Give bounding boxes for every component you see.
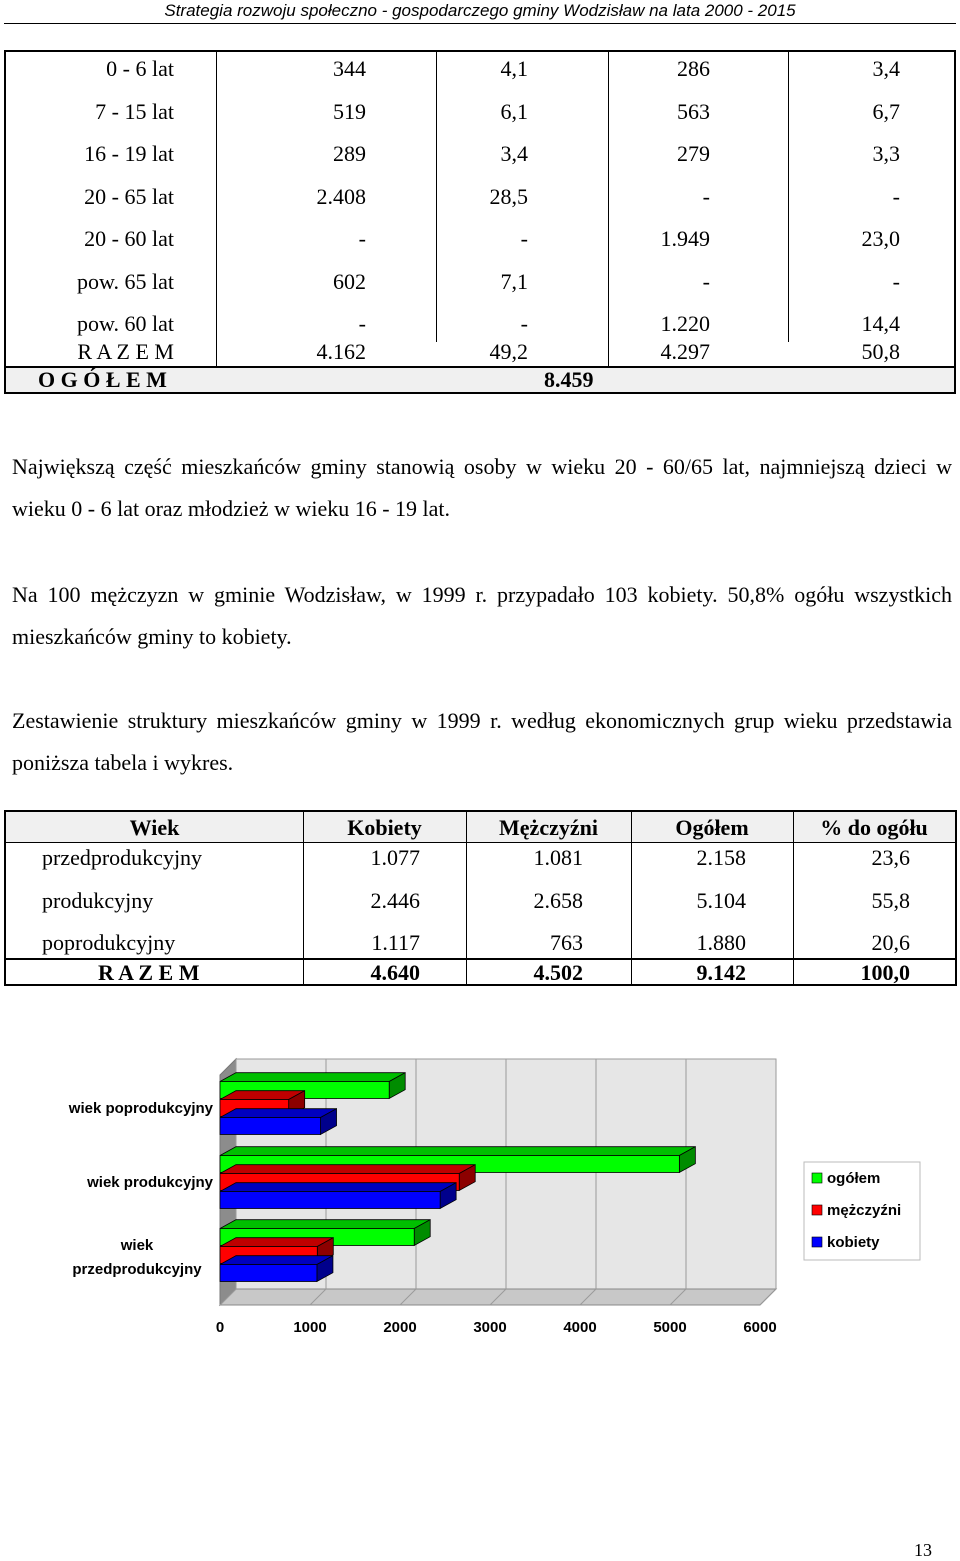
table-cell: 279: [677, 141, 710, 166]
column-divider: [788, 52, 789, 342]
paragraph-3-text: Zestawienie struktury mieszkańców gminy w 1999 r. według ekonomicznych grup wieku przedstawia poniższa tabela i wykres.: [12, 708, 952, 775]
table-cell: 1.081: [533, 845, 583, 870]
y-category-label: przedprodukcyjny: [72, 1261, 202, 1278]
total-cell: 100,0: [860, 960, 910, 985]
grand-total-value: 8.459: [544, 367, 594, 392]
column-header: % do ogółu: [820, 815, 928, 840]
table-cell: 6,1: [500, 99, 528, 124]
table-cell: 3,4: [500, 141, 528, 166]
table-cell: 5.104: [696, 888, 746, 913]
paragraph-1-text: Największą część mieszkańców gminy stanowią osoby w wieku 20 - 60/65 lat, najmniejszą dzieci w wieku 0 - 6 lat oraz młodzież w wieku 16 - 19 lat.: [12, 454, 952, 521]
table-cell: -: [358, 311, 366, 336]
economic-groups-table: [4, 810, 957, 986]
bar-top-face: [220, 1109, 337, 1118]
grand-total-label: O G Ó Ł E M: [38, 367, 167, 392]
paragraph-2: [12, 574, 952, 658]
row-label: pow. 60 lat: [77, 311, 174, 336]
table-cell: 3,4: [872, 56, 900, 81]
age-structure-table: [4, 50, 956, 394]
x-tick-label: 6000: [743, 1319, 777, 1336]
legend-label: ogółem: [827, 1170, 881, 1187]
paragraph-1: [12, 446, 952, 530]
total-cell: 4.640: [370, 960, 420, 985]
header-title: Strategia rozwoju społeczno - gospodarczego gminy Wodzisław na lata 2000 - 2015: [164, 1, 796, 20]
total-cell: 9.142: [696, 960, 746, 985]
table-cell: 1.880: [696, 930, 746, 955]
table-cell: -: [702, 184, 710, 209]
column-header: Mężczyźni: [499, 815, 598, 840]
bar-kobiety: [220, 1118, 321, 1135]
legend-label: kobiety: [827, 1234, 880, 1251]
column-divider: [436, 52, 437, 342]
column-divider: [216, 52, 217, 368]
economic-groups-chart: [0, 1050, 960, 1350]
header-rule: [4, 23, 956, 24]
page-header: [0, 0, 960, 24]
bar-kobiety: [220, 1192, 440, 1209]
total-cell: 4.502: [533, 960, 583, 985]
row-divider: [6, 842, 955, 843]
x-tick-label: 4000: [563, 1319, 597, 1336]
bar-top-face: [220, 1183, 456, 1192]
column-header: Wiek: [129, 815, 180, 840]
table-cell: 519: [333, 99, 366, 124]
x-tick-label: 3000: [473, 1319, 507, 1336]
y-category-label: wiek: [120, 1237, 154, 1254]
table-cell: 4,1: [500, 56, 528, 81]
table-cell: 23,0: [861, 226, 900, 251]
table-cell: 289: [333, 141, 366, 166]
table-cell: 1.220: [660, 311, 710, 336]
legend-swatch: [812, 1173, 822, 1183]
total-label: R A Z E M: [98, 960, 200, 985]
row-label: poprodukcyjny: [42, 930, 176, 955]
table-cell: 28,5: [489, 184, 528, 209]
table-cell: 763: [550, 930, 583, 955]
x-tick-label: 2000: [383, 1319, 417, 1336]
table-cell: -: [520, 226, 528, 251]
table-cell: 563: [677, 99, 710, 124]
table-cell: 344: [333, 56, 366, 81]
table-cell: 1.117: [371, 930, 420, 955]
table-cell: 6,7: [872, 99, 900, 124]
table-cell: 2.446: [370, 888, 420, 913]
table-cell: -: [892, 269, 900, 294]
row-label: 20 - 60 lat: [84, 226, 174, 251]
row-label: 0 - 6 lat: [106, 56, 174, 81]
row-label: 20 - 65 lat: [84, 184, 174, 209]
table-cell: 3,3: [872, 141, 900, 166]
table-cell: -: [520, 311, 528, 336]
table-cell: 1.077: [370, 845, 420, 870]
paragraph-2-text: Na 100 mężczyzn w gminie Wodzisław, w 1999 r. przypadało 103 kobiety. 50,8% ogółu wszystkich mieszkańców gminy to kobiety.: [12, 582, 952, 649]
bar-kobiety: [220, 1265, 317, 1282]
bar-top-face: [220, 1147, 695, 1156]
table-cell: 20,6: [871, 930, 910, 955]
table-cell: 286: [677, 56, 710, 81]
row-label: produkcyjny: [42, 888, 154, 913]
row-label: 7 - 15 lat: [95, 99, 174, 124]
table-cell: 55,8: [871, 888, 910, 913]
table-cell: 2.408: [316, 184, 366, 209]
table-cell: -: [892, 184, 900, 209]
table-cell: 602: [333, 269, 366, 294]
bar-top-face: [220, 1073, 405, 1082]
y-category-label: wiek produkcyjny: [87, 1174, 213, 1191]
bar-top-face: [220, 1165, 475, 1174]
x-tick-label: 0: [215, 1319, 225, 1336]
y-category-label: wiek poprodukcyjny: [68, 1100, 213, 1117]
bar-top-face: [220, 1256, 333, 1265]
column-header: Ogółem: [675, 815, 749, 840]
x-tick-label: 1000: [293, 1319, 327, 1336]
column-header: Kobiety: [347, 815, 422, 840]
legend-swatch: [812, 1237, 822, 1247]
table-cell: 14,4: [861, 311, 900, 336]
table-cell: 4.297: [660, 339, 710, 364]
bar-top-face: [220, 1238, 333, 1247]
table-cell: 23,6: [871, 845, 910, 870]
row-label: 16 - 19 lat: [84, 141, 174, 166]
row-label: R A Z E M: [77, 339, 174, 364]
column-divider: [608, 52, 609, 368]
table-cell: 7,1: [500, 269, 528, 294]
table-cell: -: [702, 269, 710, 294]
row-label: pow. 65 lat: [77, 269, 174, 294]
table-cell: -: [358, 226, 366, 251]
table-cell: 2.158: [696, 845, 746, 870]
page-number: 13: [914, 1540, 932, 1560]
legend-label: mężczyźni: [827, 1202, 902, 1219]
x-tick-label: 5000: [653, 1319, 687, 1336]
paragraph-3: [12, 700, 952, 784]
legend-swatch: [812, 1205, 822, 1215]
table-cell: 49,2: [489, 339, 528, 364]
table-cell: 50,8: [861, 339, 900, 364]
bar-top-face: [220, 1220, 430, 1229]
table-cell: 1.949: [660, 226, 710, 251]
table-cell: 2.658: [533, 888, 583, 913]
table-cell: 4.162: [316, 339, 366, 364]
row-label: przedprodukcyjny: [42, 845, 203, 870]
